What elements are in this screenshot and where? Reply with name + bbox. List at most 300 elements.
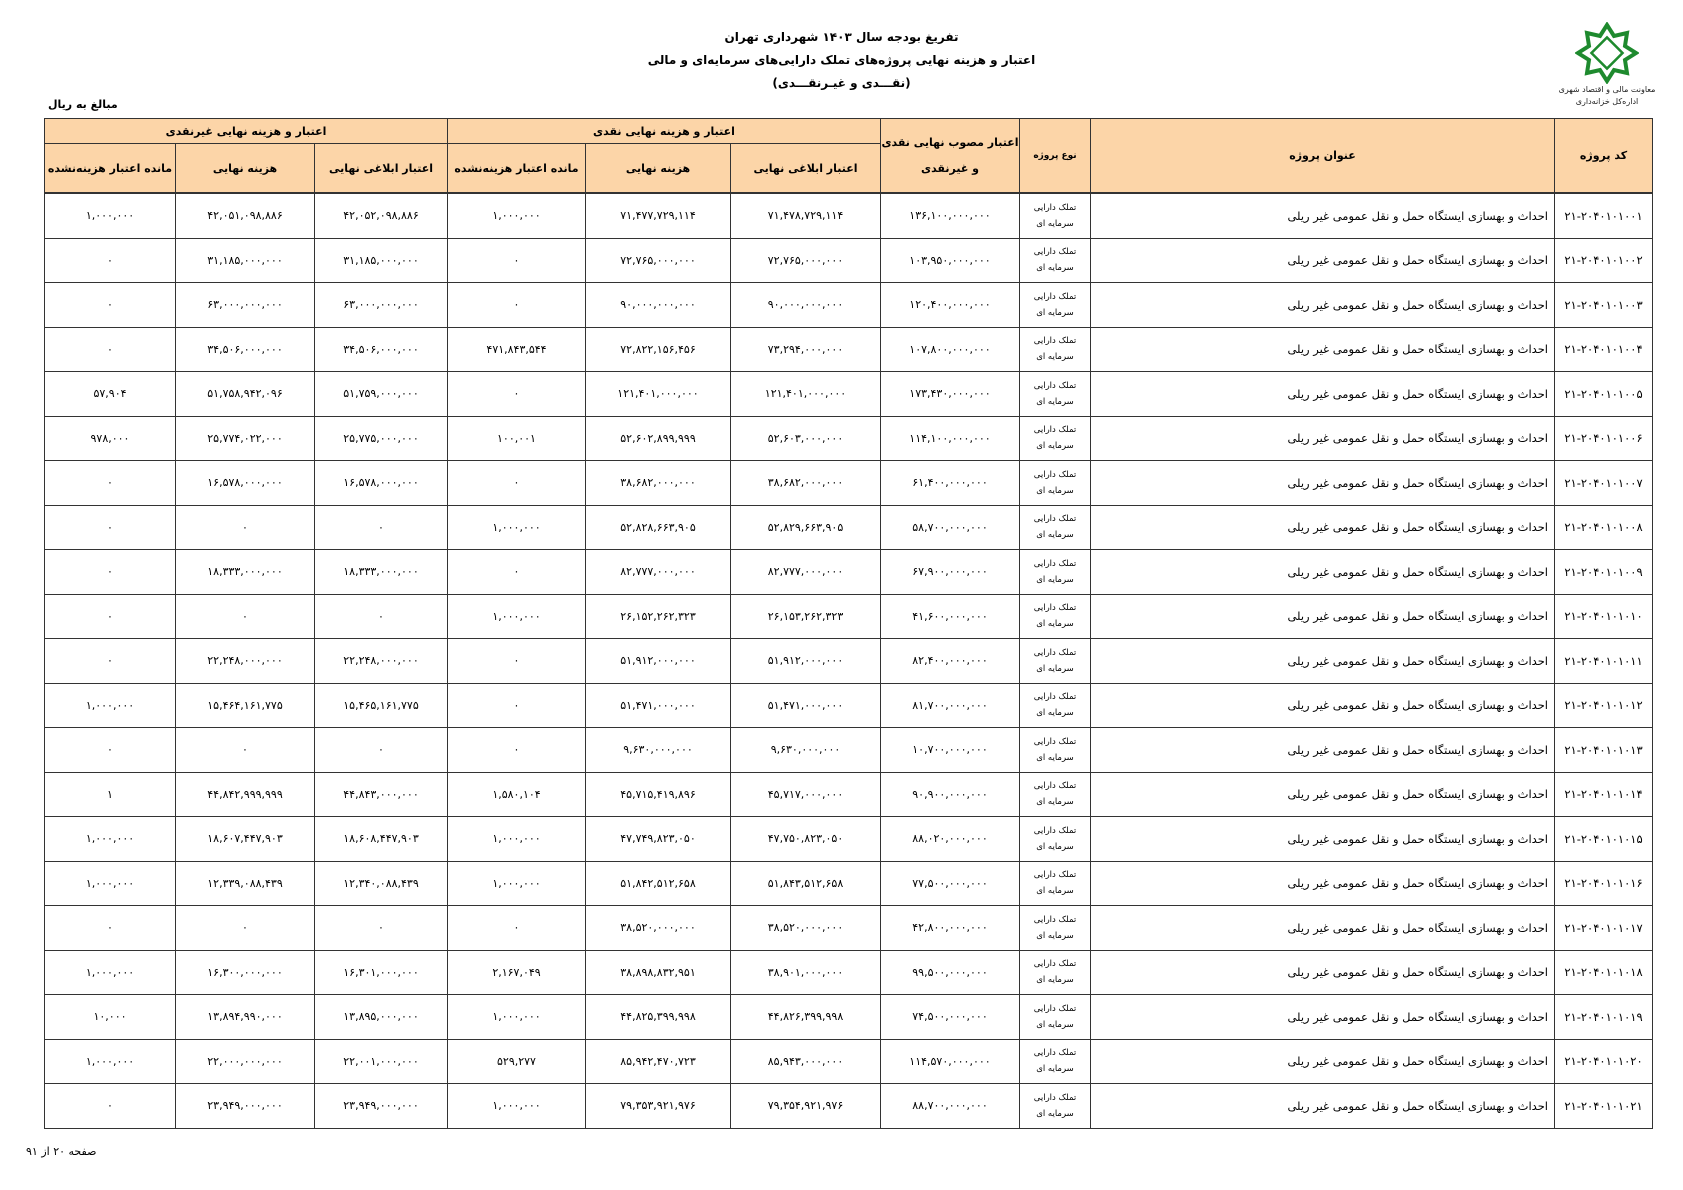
cell-noncash-notified [315, 683, 448, 728]
table-row [45, 861, 1653, 906]
cell-noncash-notified [315, 861, 448, 906]
value-cash-final: ۵۲,۶۰۲,۸۹۹,۹۹۹ [620, 431, 696, 445]
cell-type [1020, 193, 1091, 238]
value-noncash-remaining: ۵۷,۹۰۴ [93, 387, 127, 401]
value-noncash-notified: ۰ [378, 921, 384, 935]
cell-cash-notified [731, 772, 881, 817]
type-line-2: سرمایه ای [1036, 886, 1074, 897]
cell-cash-notified [731, 372, 881, 417]
cell-cash-final [586, 1084, 731, 1129]
type-line-2: سرمایه ای [1036, 1108, 1074, 1119]
cell-code [1555, 906, 1653, 951]
cell-noncash-final [176, 461, 315, 506]
value-noncash-remaining: ۱,۰۰۰,۰۰۰ [85, 965, 135, 979]
cell-cash-final [586, 505, 731, 550]
header-cash-final: هزینه نهایی [586, 144, 731, 194]
value-cash-final: ۷۹,۳۵۳,۹۲۱,۹۷۶ [620, 1099, 696, 1113]
cell-noncash-remaining [45, 327, 176, 372]
cell-noncash-final [176, 505, 315, 550]
cell-cash-notified [731, 594, 881, 639]
cell-noncash-remaining [45, 906, 176, 951]
value-cash-final: ۲۶,۱۵۲,۲۶۲,۳۲۳ [620, 609, 696, 623]
value-cash-notified: ۳۸,۹۰۱,۰۰۰,۰۰۰ [767, 965, 844, 979]
cell-noncash-final [176, 995, 315, 1040]
cell-cash-remaining [448, 1039, 586, 1084]
cell-cash-remaining [448, 193, 586, 238]
value-approved: ۱۲۰,۴۰۰,۰۰۰,۰۰۰ [909, 298, 991, 312]
cell-cash-final [586, 772, 731, 817]
project-code: ۲۱-۲۰۴۰۱۰۱۰۱۳ [1564, 742, 1643, 757]
cell-cash-final [586, 550, 731, 595]
cell-cash-notified [731, 416, 881, 461]
cell-noncash-remaining [45, 372, 176, 417]
project-code: ۲۱-۲۰۴۰۱۰۱۰۰۱ [1564, 208, 1643, 223]
cell-code [1555, 772, 1653, 817]
value-cash-notified: ۷۱,۴۷۸,۷۲۹,۱۱۴ [767, 209, 844, 223]
type-line-1: تملک دارایی [1033, 870, 1077, 881]
cell-cash-remaining [448, 505, 586, 550]
cell-noncash-remaining [45, 683, 176, 728]
cell-noncash-final [176, 639, 315, 684]
cell-noncash-final [176, 1084, 315, 1129]
cell-cash-notified [731, 639, 881, 684]
cell-noncash-remaining [45, 728, 176, 773]
table-row [45, 594, 1653, 639]
cell-noncash-remaining [45, 461, 176, 506]
cell-noncash-remaining [45, 639, 176, 684]
type-line-2: سرمایه ای [1036, 574, 1074, 585]
cell-cash-remaining [448, 728, 586, 773]
cell-cash-remaining [448, 861, 586, 906]
cell-noncash-final [176, 550, 315, 595]
cell-code [1555, 594, 1653, 639]
type-line-1: تملک دارایی [1033, 1003, 1077, 1014]
value-noncash-remaining: ۱,۰۰۰,۰۰۰ [85, 209, 135, 223]
value-noncash-remaining: ۰ [107, 609, 113, 623]
value-cash-remaining: ۵۲۹,۲۷۷ [497, 1054, 536, 1068]
cell-noncash-remaining [45, 950, 176, 995]
value-cash-notified: ۵۲,۸۲۹,۶۶۳,۹۰۵ [767, 520, 844, 534]
type-line-2: سرمایه ای [1036, 307, 1074, 318]
cell-approved [881, 817, 1020, 862]
cell-type [1020, 238, 1091, 283]
header-cash-notified: اعتبار ابلاغی نهایی [731, 144, 881, 194]
cell-noncash-remaining [45, 416, 176, 461]
document-titles [0, 26, 1683, 95]
cell-code [1555, 639, 1653, 684]
cell-code [1555, 238, 1653, 283]
cell-approved [881, 416, 1020, 461]
value-noncash-final: ۱۵,۴۶۴,۱۶۱,۷۷۵ [207, 698, 283, 712]
type-line-2: سرمایه ای [1036, 930, 1074, 941]
value-noncash-final: ۲۲,۲۴۸,۰۰۰,۰۰۰ [207, 654, 283, 668]
value-noncash-remaining: ۱ [107, 787, 113, 801]
cell-type [1020, 683, 1091, 728]
cell-approved [881, 372, 1020, 417]
value-cash-final: ۳۸,۸۹۸,۸۳۲,۹۵۱ [620, 965, 696, 979]
cell-type [1020, 594, 1091, 639]
cell-cash-remaining [448, 461, 586, 506]
cell-noncash-remaining [45, 550, 176, 595]
cell-code [1555, 327, 1653, 372]
value-noncash-final: ۱۸,۶۰۷,۴۴۷,۹۰۳ [207, 832, 283, 846]
cell-cash-notified [731, 995, 881, 1040]
project-code: ۲۱-۲۰۴۰۱۰۱۰۲۰ [1564, 1054, 1643, 1069]
cell-noncash-final [176, 594, 315, 639]
project-code: ۲۱-۲۰۴۰۱۰۱۰۱۶ [1564, 876, 1643, 891]
type-line-1: تملک دارایی [1033, 914, 1077, 925]
value-approved: ۵۸,۷۰۰,۰۰۰,۰۰۰ [912, 520, 988, 534]
value-cash-remaining: ۱,۰۰۰,۰۰۰ [492, 1099, 541, 1113]
value-cash-notified: ۲۶,۱۵۳,۲۶۲,۳۲۳ [767, 609, 844, 623]
cell-noncash-notified [315, 772, 448, 817]
cell-noncash-notified [315, 950, 448, 995]
cell-code [1555, 372, 1653, 417]
value-approved: ۹۰,۹۰۰,۰۰۰,۰۰۰ [912, 787, 988, 801]
cell-cash-notified [731, 1084, 881, 1129]
cell-cash-final [586, 594, 731, 639]
cell-noncash-remaining [45, 995, 176, 1040]
cell-cash-remaining [448, 1084, 586, 1129]
value-noncash-notified: ۱۸,۶۰۸,۴۴۷,۹۰۳ [343, 832, 419, 846]
cell-cash-remaining [448, 594, 586, 639]
type-line-2: سرمایه ای [1036, 352, 1074, 363]
cell-noncash-final [176, 906, 315, 951]
cell-cash-final [586, 416, 731, 461]
value-approved: ۹۹,۵۰۰,۰۰۰,۰۰۰ [912, 965, 988, 979]
value-cash-remaining: ۴۷۱,۸۴۳,۵۴۴ [486, 342, 547, 356]
cell-cash-notified [731, 728, 881, 773]
cell-code [1555, 683, 1653, 728]
value-noncash-remaining: ۰ [107, 342, 113, 356]
value-noncash-remaining: ۰ [107, 520, 113, 534]
cell-noncash-remaining [45, 594, 176, 639]
cell-noncash-notified [315, 372, 448, 417]
value-noncash-notified: ۵۱,۷۵۹,۰۰۰,۰۰۰ [343, 387, 419, 401]
cell-title: احداث و بهسازی ایستگاه حمل و نقل عمومی غیر ریلی [1091, 505, 1555, 550]
cell-approved [881, 505, 1020, 550]
table-row [45, 1084, 1653, 1129]
cell-approved [881, 283, 1020, 328]
value-cash-notified: ۵۲,۶۰۳,۰۰۰,۰۰۰ [767, 431, 844, 445]
cell-title: احداث و بهسازی ایستگاه حمل و نقل عمومی غیر ریلی [1091, 594, 1555, 639]
cell-approved [881, 238, 1020, 283]
cell-approved [881, 327, 1020, 372]
cell-type [1020, 372, 1091, 417]
value-noncash-notified: ۳۱,۱۸۵,۰۰۰,۰۰۰ [343, 253, 419, 267]
cell-noncash-final [176, 728, 315, 773]
cell-cash-final [586, 238, 731, 283]
value-cash-notified: ۳۸,۶۸۲,۰۰۰,۰۰۰ [767, 476, 844, 490]
value-noncash-notified: ۱۵,۴۶۵,۱۶۱,۷۷۵ [343, 698, 419, 712]
type-line-2: سرمایه ای [1036, 218, 1074, 229]
value-cash-remaining: ۰ [513, 253, 520, 267]
value-cash-final: ۷۱,۴۷۷,۷۲۹,۱۱۴ [620, 209, 696, 223]
cell-noncash-remaining [45, 861, 176, 906]
cell-noncash-remaining [45, 817, 176, 862]
table-row [45, 193, 1653, 238]
cell-noncash-notified [315, 461, 448, 506]
type-line-1: تملک دارایی [1033, 336, 1077, 347]
value-approved: ۸۱,۷۰۰,۰۰۰,۰۰۰ [912, 698, 988, 712]
value-cash-remaining: ۱,۰۰۰,۰۰۰ [492, 832, 541, 846]
header-approved: اعتبار مصوب نهایی نقدی و غیرنقدی [881, 119, 1020, 194]
value-cash-final: ۴۷,۷۴۹,۸۲۳,۰۵۰ [620, 832, 696, 846]
value-cash-notified: ۱۲۱,۴۰۱,۰۰۰,۰۰۰ [764, 387, 847, 401]
type-line-2: سرمایه ای [1036, 708, 1074, 719]
cell-noncash-remaining [45, 1084, 176, 1129]
type-line-1: تملک دارایی [1033, 425, 1077, 436]
project-code: ۲۱-۲۰۴۰۱۰۱۰۰۲ [1564, 253, 1643, 268]
cell-cash-final [586, 995, 731, 1040]
value-noncash-final: ۰ [242, 921, 248, 935]
value-cash-notified: ۴۵,۷۱۷,۰۰۰,۰۰۰ [767, 787, 844, 801]
value-noncash-remaining: ۱۰,۰۰۰ [93, 1010, 127, 1024]
table-row [45, 1039, 1653, 1084]
header-cash-group: اعتبار و هزینه نهایی نقدی [448, 119, 881, 144]
cell-title: احداث و بهسازی ایستگاه حمل و نقل عمومی غیر ریلی [1091, 238, 1555, 283]
header-noncash-final: هزینه نهایی [176, 144, 315, 194]
projects-table [44, 118, 1653, 1129]
header-title: عنوان پروژه [1091, 119, 1555, 194]
value-approved: ۴۱,۶۰۰,۰۰۰,۰۰۰ [912, 609, 988, 623]
value-noncash-remaining: ۱,۰۰۰,۰۰۰ [85, 832, 135, 846]
cell-noncash-notified [315, 906, 448, 951]
cell-noncash-notified [315, 238, 448, 283]
cell-title: احداث و بهسازی ایستگاه حمل و نقل عمومی غیر ریلی [1091, 550, 1555, 595]
value-cash-remaining: ۱,۰۰۰,۰۰۰ [492, 520, 541, 534]
cell-noncash-remaining [45, 238, 176, 283]
cell-noncash-notified [315, 327, 448, 372]
table-row [45, 728, 1653, 773]
value-cash-remaining: ۱۰۰,۰۰۱ [497, 431, 536, 445]
cell-cash-final [586, 283, 731, 328]
value-cash-remaining: ۱,۵۸۰,۱۰۴ [492, 787, 541, 801]
table-row [45, 950, 1653, 995]
value-approved: ۸۸,۷۰۰,۰۰۰,۰۰۰ [912, 1099, 988, 1113]
cell-title: احداث و بهسازی ایستگاه حمل و نقل عمومی غیر ریلی [1091, 728, 1555, 773]
document-title: تفریغ بودجه سال ۱۴۰۳ شهرداری تهران [724, 30, 959, 44]
cell-code [1555, 1039, 1653, 1084]
cell-noncash-final [176, 283, 315, 328]
cell-type [1020, 639, 1091, 684]
value-cash-final: ۷۲,۸۲۲,۱۵۶,۴۵۶ [620, 342, 696, 356]
value-cash-final: ۳۸,۵۲۰,۰۰۰,۰۰۰ [620, 921, 696, 935]
value-cash-final: ۷۲,۷۶۵,۰۰۰,۰۰۰ [620, 253, 696, 267]
cell-cash-notified [731, 238, 881, 283]
project-code: ۲۱-۲۰۴۰۱۰۱۰۱۴ [1564, 787, 1643, 802]
cell-approved [881, 995, 1020, 1040]
cell-noncash-remaining [45, 505, 176, 550]
cell-code [1555, 995, 1653, 1040]
value-cash-remaining: ۱,۰۰۰,۰۰۰ [492, 209, 541, 223]
cell-cash-final [586, 372, 731, 417]
type-line-2: سرمایه ای [1036, 485, 1074, 496]
value-cash-final: ۸۲,۷۷۷,۰۰۰,۰۰۰ [620, 565, 696, 579]
cell-cash-notified [731, 505, 881, 550]
cell-title: احداث و بهسازی ایستگاه حمل و نقل عمومی غیر ریلی [1091, 1039, 1555, 1084]
value-noncash-final: ۱۸,۳۳۳,۰۰۰,۰۰۰ [207, 565, 283, 579]
value-cash-final: ۳۸,۶۸۲,۰۰۰,۰۰۰ [620, 476, 696, 490]
value-cash-notified: ۵۱,۴۷۱,۰۰۰,۰۰۰ [767, 698, 844, 712]
value-cash-remaining: ۰ [513, 743, 520, 757]
value-noncash-remaining: ۰ [107, 565, 113, 579]
value-noncash-final: ۲۳,۹۴۹,۰۰۰,۰۰۰ [207, 1099, 283, 1113]
page-number: صفحه ۲۰ از ۹۱ [26, 1145, 97, 1158]
cell-type [1020, 283, 1091, 328]
value-cash-remaining: ۱,۰۰۰,۰۰۰ [492, 876, 541, 890]
value-noncash-final: ۳۱,۱۸۵,۰۰۰,۰۰۰ [207, 253, 283, 267]
cell-noncash-notified [315, 1039, 448, 1084]
value-cash-final: ۵۱,۴۷۱,۰۰۰,۰۰۰ [620, 698, 696, 712]
cell-type [1020, 550, 1091, 595]
type-line-1: تملک دارایی [1033, 825, 1077, 836]
cell-cash-notified [731, 817, 881, 862]
value-noncash-notified: ۱۲,۳۴۰,۰۸۸,۴۳۹ [343, 876, 419, 890]
value-noncash-notified: ۴۲,۰۵۲,۰۹۸,۸۸۶ [343, 209, 419, 223]
cell-noncash-final [176, 327, 315, 372]
value-noncash-final: ۰ [242, 520, 248, 534]
header-type: نوع پروژه [1020, 119, 1091, 194]
table-row [45, 817, 1653, 862]
value-cash-remaining: ۰ [513, 921, 520, 935]
cell-code [1555, 1084, 1653, 1129]
value-noncash-notified: ۲۲,۲۴۸,۰۰۰,۰۰۰ [343, 654, 419, 668]
cell-cash-remaining [448, 683, 586, 728]
cell-cash-remaining [448, 950, 586, 995]
cell-noncash-notified [315, 1084, 448, 1129]
cell-cash-remaining [448, 550, 586, 595]
value-cash-notified: ۷۳,۲۹۴,۰۰۰,۰۰۰ [767, 342, 844, 356]
value-cash-final: ۱۲۱,۴۰۱,۰۰۰,۰۰۰ [617, 387, 699, 401]
value-noncash-notified: ۲۵,۷۷۵,۰۰۰,۰۰۰ [343, 431, 419, 445]
cell-type [1020, 1039, 1091, 1084]
type-line-1: تملک دارایی [1033, 1092, 1077, 1103]
value-approved: ۱۰,۷۰۰,۰۰۰,۰۰۰ [912, 743, 988, 757]
type-line-1: تملک دارایی [1033, 1048, 1077, 1059]
value-approved: ۱۱۴,۵۷۰,۰۰۰,۰۰۰ [909, 1054, 991, 1068]
value-approved: ۶۱,۴۰۰,۰۰۰,۰۰۰ [912, 476, 988, 490]
document-subtitle: اعتبار و هزینه نهایی پروژه‌های تملک دارایی‌های سرمایه‌ای و مالی [647, 53, 1036, 67]
project-code: ۲۱-۲۰۴۰۱۰۱۰۱۰ [1564, 609, 1643, 624]
cell-noncash-final [176, 683, 315, 728]
cell-noncash-notified [315, 594, 448, 639]
type-line-2: سرمایه ای [1036, 752, 1074, 763]
table-row [45, 906, 1653, 951]
cell-cash-final [586, 817, 731, 862]
value-noncash-final: ۴۲,۰۵۱,۰۹۸,۸۸۶ [207, 209, 283, 223]
cell-cash-final [586, 906, 731, 951]
logo-line-2: اداره‌کل خزانه‌داری [1575, 97, 1639, 106]
table-row [45, 327, 1653, 372]
cell-cash-final [586, 193, 731, 238]
project-code: ۲۱-۲۰۴۰۱۰۱۰۰۸ [1564, 520, 1643, 535]
cell-code [1555, 861, 1653, 906]
cell-cash-remaining [448, 283, 586, 328]
currency-unit-note: مبالغ به ریال [48, 98, 118, 111]
value-cash-remaining: ۰ [513, 476, 520, 490]
value-cash-remaining: ۲,۱۶۷,۰۴۹ [492, 965, 541, 979]
value-cash-final: ۴۴,۸۲۵,۳۹۹,۹۹۸ [620, 1010, 696, 1024]
cell-approved [881, 861, 1020, 906]
value-cash-remaining: ۰ [513, 565, 520, 579]
cell-type [1020, 327, 1091, 372]
type-line-2: سرمایه ای [1036, 841, 1074, 852]
cell-approved [881, 772, 1020, 817]
value-cash-notified: ۸۲,۷۷۷,۰۰۰,۰۰۰ [767, 565, 844, 579]
cell-noncash-final [176, 416, 315, 461]
type-line-2: سرمایه ای [1036, 975, 1074, 986]
cell-noncash-final [176, 1039, 315, 1084]
cell-cash-final [586, 728, 731, 773]
cell-type [1020, 950, 1091, 995]
value-noncash-final: ۵۱,۷۵۸,۹۴۲,۰۹۶ [207, 387, 283, 401]
cell-type [1020, 906, 1091, 951]
value-noncash-final: ۰ [242, 609, 248, 623]
cell-title: احداث و بهسازی ایستگاه حمل و نقل عمومی غیر ریلی [1091, 327, 1555, 372]
type-line-2: سرمایه ای [1036, 619, 1074, 630]
header-noncash-remaining: مانده اعتبار هزینه‌نشده [45, 144, 176, 194]
value-noncash-final: ۴۴,۸۴۲,۹۹۹,۹۹۹ [207, 787, 283, 801]
type-line-1: تملک دارایی [1033, 247, 1077, 258]
cell-cash-final [586, 327, 731, 372]
type-line-1: تملک دارایی [1033, 558, 1077, 569]
type-line-1: تملک دارایی [1033, 380, 1077, 391]
value-cash-final: ۴۵,۷۱۵,۴۱۹,۸۹۶ [620, 787, 696, 801]
value-noncash-final: ۲۵,۷۷۴,۰۲۲,۰۰۰ [207, 431, 283, 445]
cell-cash-remaining [448, 238, 586, 283]
cell-cash-final [586, 1039, 731, 1084]
cell-approved [881, 193, 1020, 238]
value-noncash-final: ۱۲,۳۳۹,۰۸۸,۴۳۹ [207, 876, 283, 890]
cell-cash-remaining [448, 639, 586, 684]
value-noncash-notified: ۴۴,۸۴۳,۰۰۰,۰۰۰ [343, 787, 419, 801]
cell-type [1020, 772, 1091, 817]
project-code: ۲۱-۲۰۴۰۱۰۱۰۲۱ [1564, 1098, 1643, 1113]
value-cash-notified: ۵۱,۹۱۲,۰۰۰,۰۰۰ [767, 654, 844, 668]
cell-cash-final [586, 861, 731, 906]
type-line-1: تملک دارایی [1033, 736, 1077, 747]
value-noncash-notified: ۶۳,۰۰۰,۰۰۰,۰۰۰ [343, 298, 419, 312]
value-noncash-remaining: ۰ [107, 476, 113, 490]
cell-title: احداث و بهسازی ایستگاه حمل و نقل عمومی غیر ریلی [1091, 861, 1555, 906]
cell-approved [881, 1084, 1020, 1129]
header-cash-remaining: مانده اعتبار هزینه‌نشده [448, 144, 586, 194]
value-noncash-notified: ۰ [378, 609, 384, 623]
value-approved: ۴۲,۸۰۰,۰۰۰,۰۰۰ [912, 921, 988, 935]
project-code: ۲۱-۲۰۴۰۱۰۱۰۰۹ [1564, 564, 1643, 579]
value-noncash-remaining: ۱,۰۰۰,۰۰۰ [85, 698, 135, 712]
type-line-1: تملک دارایی [1033, 202, 1077, 213]
table-row [45, 550, 1653, 595]
cell-title: احداث و بهسازی ایستگاه حمل و نقل عمومی غیر ریلی [1091, 817, 1555, 862]
value-noncash-notified: ۲۳,۹۴۹,۰۰۰,۰۰۰ [343, 1099, 419, 1113]
type-line-2: سرمایه ای [1036, 1019, 1074, 1030]
table-row [45, 372, 1653, 417]
logo-line-1: معاونت مالی و اقتصاد شهری [1558, 85, 1656, 94]
value-cash-notified: ۸۵,۹۴۳,۰۰۰,۰۰۰ [767, 1054, 844, 1068]
table-row [45, 683, 1653, 728]
value-cash-remaining: ۱,۰۰۰,۰۰۰ [492, 1010, 541, 1024]
cell-title: احداث و بهسازی ایستگاه حمل و نقل عمومی غیر ریلی [1091, 193, 1555, 238]
cell-cash-remaining [448, 995, 586, 1040]
project-code: ۲۱-۲۰۴۰۱۰۱۰۰۴ [1564, 342, 1643, 357]
value-noncash-remaining: ۰ [107, 921, 113, 935]
value-noncash-final: ۱۳,۸۹۴,۹۹۰,۰۰۰ [207, 1010, 283, 1024]
cell-cash-remaining [448, 416, 586, 461]
value-cash-notified: ۴۴,۸۲۶,۳۹۹,۹۹۸ [767, 1010, 844, 1024]
cell-noncash-final [176, 861, 315, 906]
